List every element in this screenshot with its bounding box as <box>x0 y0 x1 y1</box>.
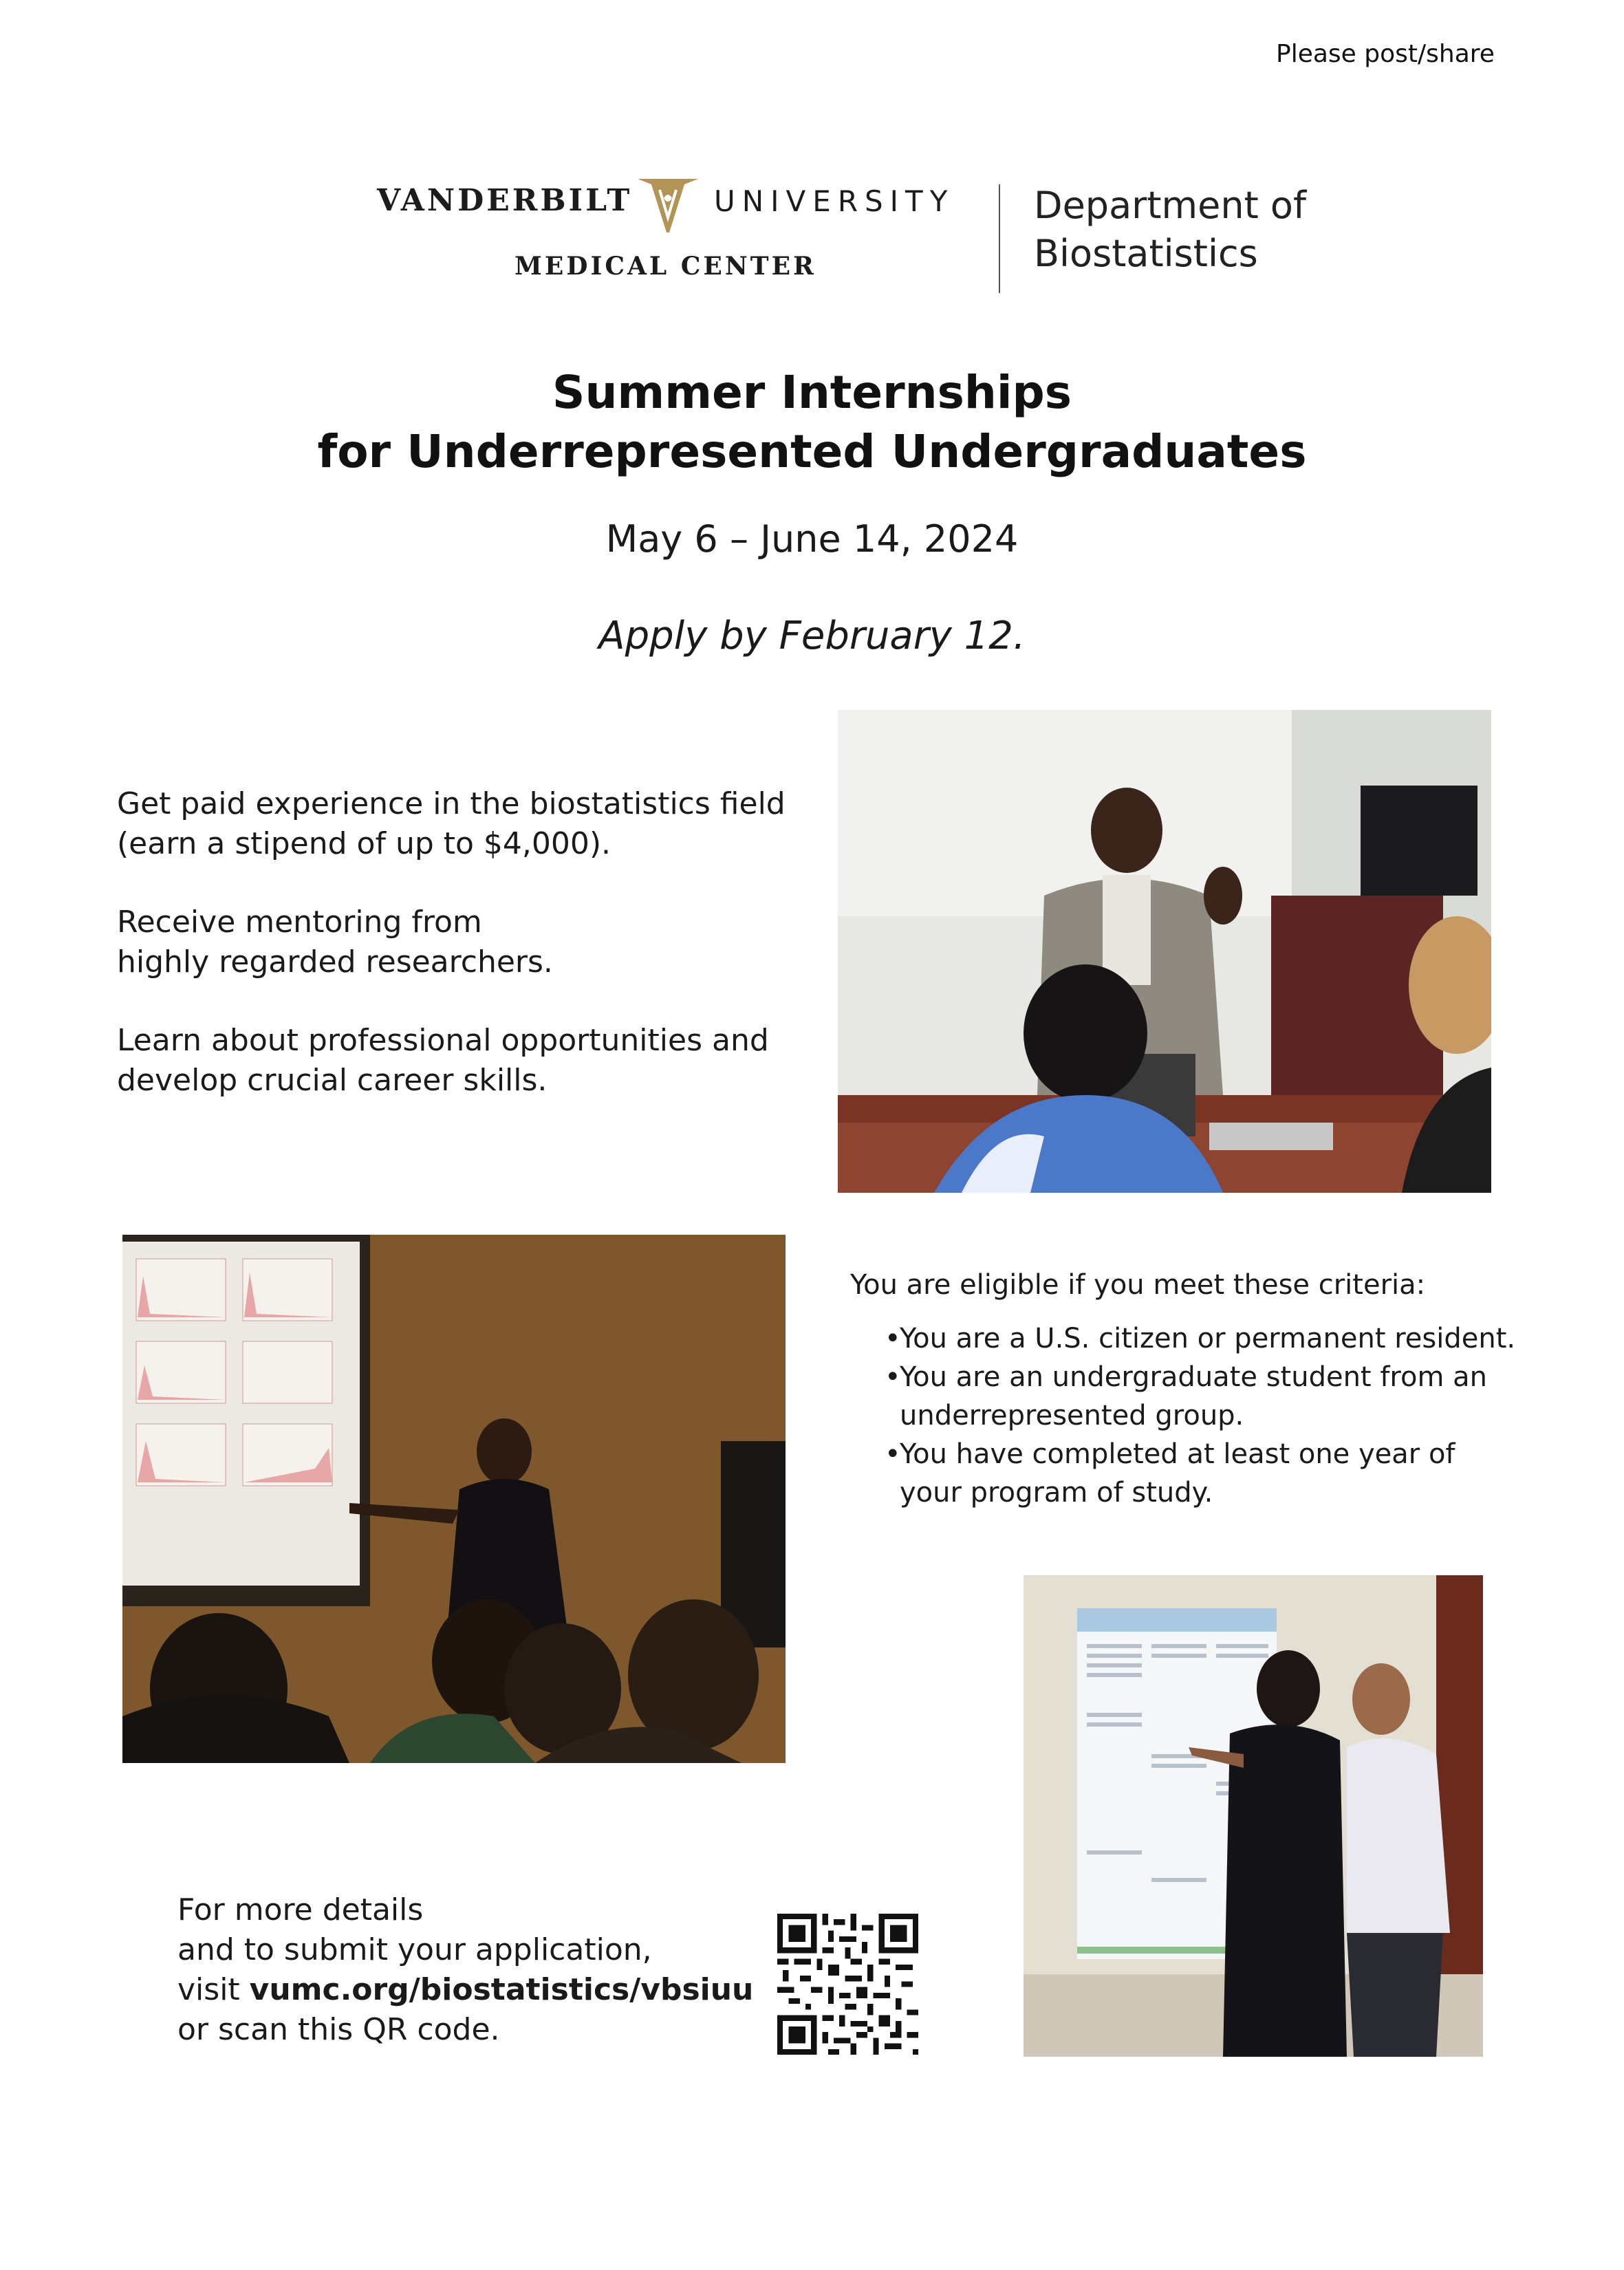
vumc-biostatistics-logo <box>377 177 1306 291</box>
criteria-item: • You have completed at least one year of your program of study. <box>885 1435 1545 1512</box>
criteria-list <box>850 1319 1545 1512</box>
post-share-note: Please post/share <box>1276 40 1495 68</box>
photo-poster-discussion <box>1024 1575 1483 2057</box>
criteria-item: • You are a U.S. citizen or permanent resident. <box>885 1319 1545 1358</box>
photo-speaker-classroom <box>838 710 1491 1193</box>
criteria-item: • You are an undergraduate student from an underrepresented group. <box>885 1358 1545 1435</box>
program-dates: May 6 – June 14, 2024 <box>605 517 1019 561</box>
page-title <box>0 363 1624 482</box>
benefit-item: Receive mentoring from highly regarded researchers. <box>117 905 553 980</box>
benefits-list <box>117 784 805 1139</box>
dept-line-2: Biostatistics <box>1034 232 1258 275</box>
logo-vanderbilt: VANDERBILT <box>377 183 633 218</box>
eligibility-section <box>850 1266 1545 1512</box>
qr-code-icon[interactable] <box>777 1914 918 2055</box>
benefit-item: Learn about professional opportunities and develop crucial career skills. <box>117 1023 769 1098</box>
application-url-link[interactable]: vumc.org/biostatistics/vbsiuu <box>249 1972 754 2007</box>
vanderbilt-v-shield-icon <box>636 177 700 234</box>
logo-divider <box>999 184 1000 293</box>
title-line-1: Summer Internships <box>552 366 1072 419</box>
logo-medical-center: MEDICAL CENTER <box>515 252 816 281</box>
logo-department <box>1034 182 1306 278</box>
apply-deadline: Apply by February 12. <box>598 614 1026 658</box>
benefit-item: Get paid experience in the biostatistics field (earn a stipend of up to $4,000). <box>117 786 786 861</box>
eligibility-intro: You are eligible if you meet these criteria: <box>850 1269 1426 1301</box>
details-section: For more details and to submit your application, visit vumc.org/biostatistics/vbsiuu or scan this QR code. <box>177 1892 754 2047</box>
title-line-2: for Underrepresented Undergraduates <box>317 425 1307 478</box>
logo-university: UNIVERSITY <box>714 184 955 218</box>
dept-line-1: Department of <box>1034 184 1306 227</box>
photo-presenter-screen <box>122 1235 786 1763</box>
